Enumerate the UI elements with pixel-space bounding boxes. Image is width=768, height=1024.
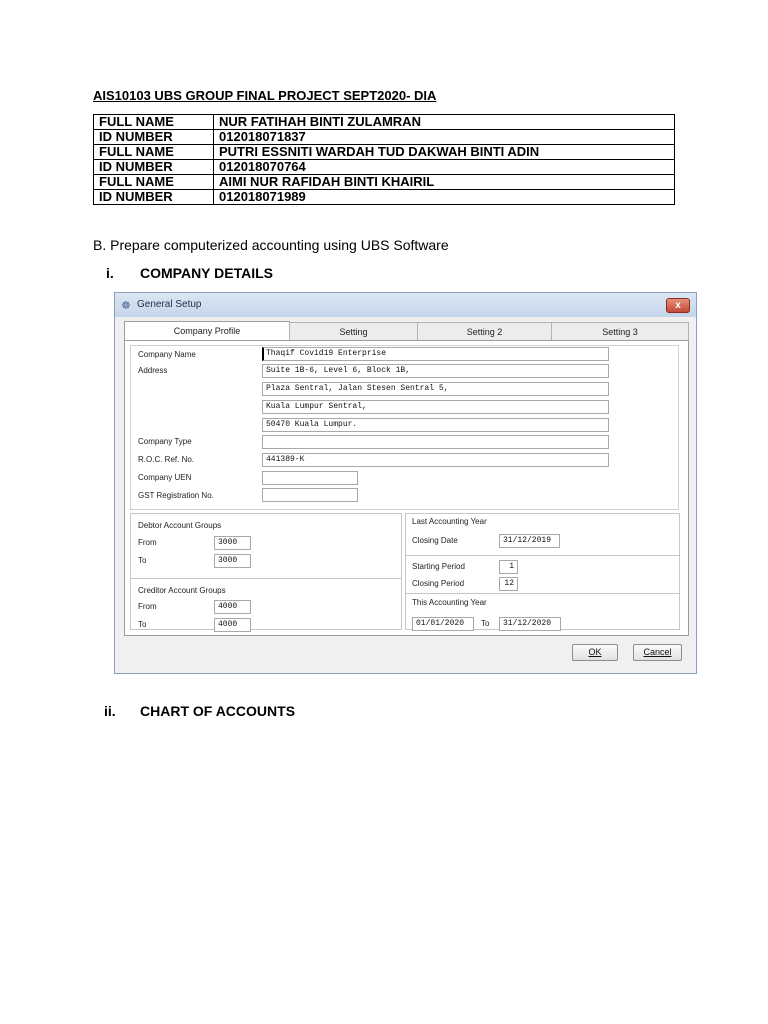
tab-setting-2[interactable]: Setting 2 bbox=[417, 322, 552, 340]
row-label: ID NUMBER bbox=[94, 160, 214, 175]
closing-date-field[interactable]: 31/12/2019 bbox=[499, 534, 560, 548]
roc-field[interactable]: 441389-K bbox=[262, 453, 609, 467]
gst-field[interactable] bbox=[262, 488, 358, 502]
company-name-label: Company Name bbox=[138, 350, 196, 359]
periods-group bbox=[405, 555, 680, 594]
members-table bbox=[93, 114, 675, 205]
row-label: FULL NAME bbox=[94, 175, 214, 190]
creditor-to-field[interactable]: 4000 bbox=[214, 618, 251, 632]
creditor-from-field[interactable]: 4000 bbox=[214, 600, 251, 614]
heading-text: COMPANY DETAILS bbox=[140, 265, 274, 281]
closing-period-label: Closing Period bbox=[412, 579, 465, 588]
debtor-to-label: To bbox=[138, 556, 147, 565]
row-value: 012018071989 bbox=[214, 190, 675, 205]
heading-text: CHART OF ACCOUNTS bbox=[140, 703, 296, 719]
row-value: 012018070764 bbox=[214, 160, 675, 175]
debtor-to-field[interactable]: 3000 bbox=[214, 554, 251, 568]
address-label: Address bbox=[138, 366, 168, 375]
gst-label: GST Registration No. bbox=[138, 491, 214, 500]
document-title: AIS10103 UBS GROUP FINAL PROJECT SEPT2020- DIA bbox=[93, 88, 437, 103]
closing-period-field[interactable]: 12 bbox=[499, 577, 518, 591]
tab-company-profile[interactable]: Company Profile bbox=[124, 321, 290, 341]
dialog-titlebar bbox=[115, 293, 696, 317]
heading-number: ii. bbox=[104, 703, 116, 719]
row-label: ID NUMBER bbox=[94, 130, 214, 145]
company-type-label: Company Type bbox=[138, 437, 192, 446]
company-type-field[interactable] bbox=[262, 435, 609, 449]
table-row bbox=[94, 130, 675, 145]
cancel-button[interactable]: Cancel bbox=[633, 644, 682, 661]
table-row bbox=[94, 145, 675, 160]
address-line-1-field[interactable]: Suite 1B-6, Level 6, Block 1B, bbox=[262, 364, 609, 378]
row-value: PUTRI ESSNITI WARDAH TUD DAKWAH BINTI ADIN bbox=[214, 145, 675, 160]
address-line-4-field[interactable]: 50470 Kuala Lumpur. bbox=[262, 418, 609, 432]
tab-setting-3[interactable]: Setting 3 bbox=[551, 322, 689, 340]
table-row bbox=[94, 190, 675, 205]
closing-date-label: Closing Date bbox=[412, 536, 458, 545]
starting-period-label: Starting Period bbox=[412, 562, 465, 571]
heading-number: i. bbox=[106, 265, 114, 281]
company-name-field[interactable]: Thaqif Covid19 Enterprise bbox=[262, 347, 609, 361]
starting-period-field[interactable]: 1 bbox=[499, 560, 518, 574]
creditor-group-title: Creditor Account Groups bbox=[138, 586, 226, 595]
table-row bbox=[94, 160, 675, 175]
row-value: AIMI NUR RAFIDAH BINTI KHAIRIL bbox=[214, 175, 675, 190]
creditor-from-label: From bbox=[138, 602, 157, 611]
ok-button[interactable]: OK bbox=[572, 644, 618, 661]
this-year-from-field[interactable]: 01/01/2020 bbox=[412, 617, 474, 631]
address-line-3-field[interactable]: Kuala Lumpur Sentral, bbox=[262, 400, 609, 414]
row-label: FULL NAME bbox=[94, 145, 214, 160]
tab-setting[interactable]: Setting bbox=[289, 322, 418, 340]
company-profile-panel bbox=[124, 340, 689, 636]
this-year-title: This Accounting Year bbox=[412, 598, 487, 607]
dialog-title: General Setup bbox=[137, 299, 202, 310]
row-value: 012018071837 bbox=[214, 130, 675, 145]
roc-label: R.O.C. Ref. No. bbox=[138, 455, 195, 464]
row-label: ID NUMBER bbox=[94, 190, 214, 205]
company-uen-field[interactable] bbox=[262, 471, 358, 485]
debtor-from-label: From bbox=[138, 538, 157, 547]
this-year-to-field[interactable]: 31/12/2020 bbox=[499, 617, 561, 631]
address-line-2-field[interactable]: Plaza Sentral, Jalan Stesen Sentral 5, bbox=[262, 382, 609, 396]
this-year-to-label: To bbox=[481, 619, 490, 628]
debtor-group-title: Debtor Account Groups bbox=[138, 521, 222, 530]
tab-bar bbox=[124, 322, 689, 341]
table-row bbox=[94, 115, 675, 130]
general-setup-dialog bbox=[114, 292, 697, 674]
table-row bbox=[94, 175, 675, 190]
row-label: FULL NAME bbox=[94, 115, 214, 130]
last-year-title: Last Accounting Year bbox=[412, 517, 487, 526]
creditor-to-label: To bbox=[138, 620, 147, 629]
row-value: NUR FATIHAH BINTI ZULAMRAN bbox=[214, 115, 675, 130]
company-uen-label: Company UEN bbox=[138, 473, 192, 482]
close-button[interactable]: x bbox=[666, 298, 690, 313]
setup-app-icon: ☸ bbox=[121, 300, 131, 312]
debtor-from-field[interactable]: 3000 bbox=[214, 536, 251, 550]
section-b-instruction: B. Prepare computerized accounting using UBS Software bbox=[93, 237, 449, 253]
